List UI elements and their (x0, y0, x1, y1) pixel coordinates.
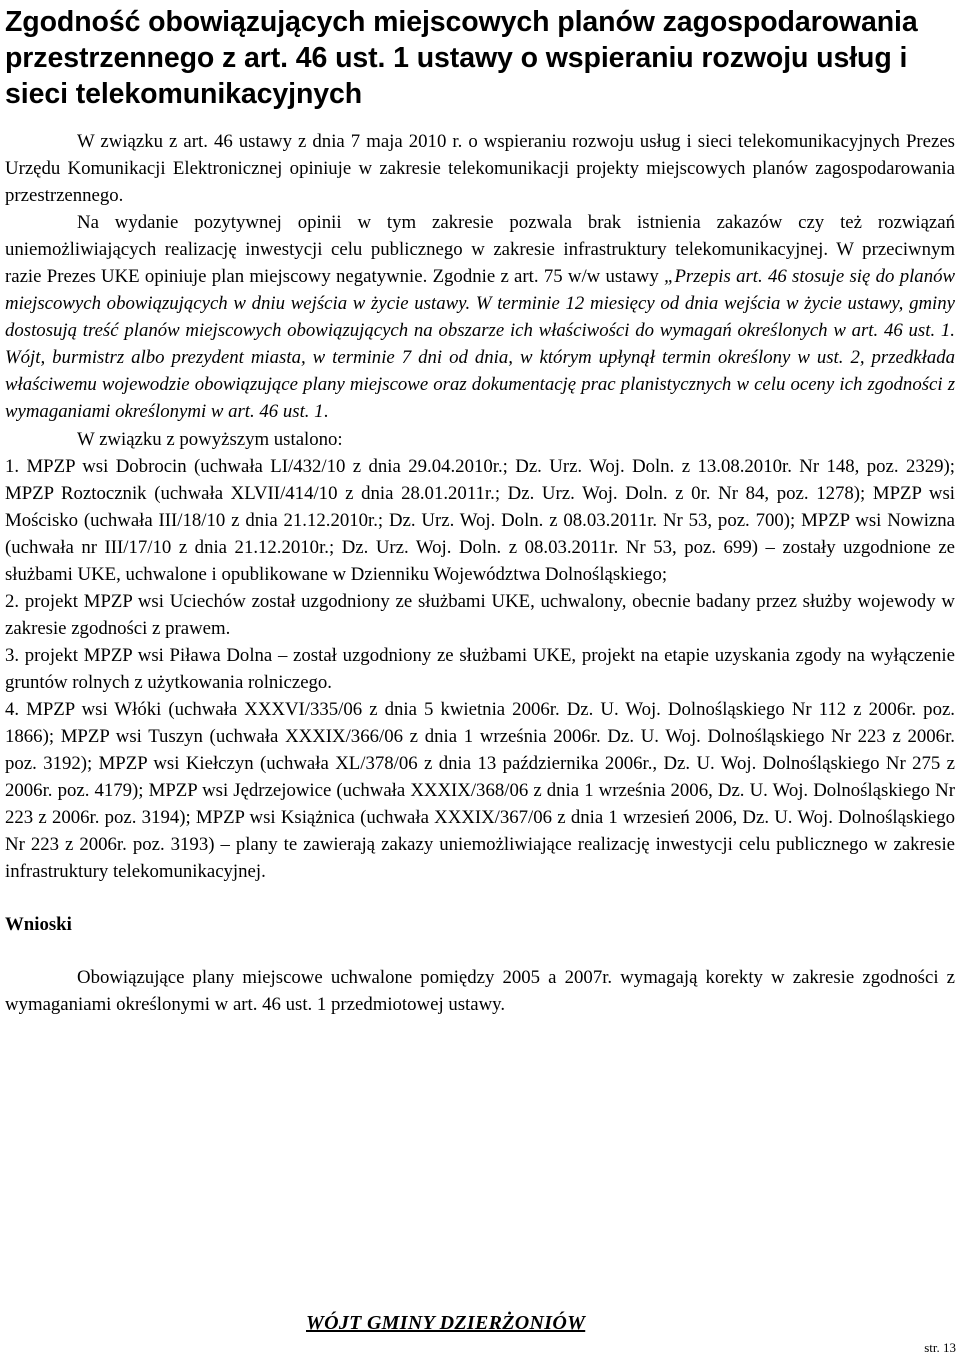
document-title: Zgodność obowiązujących miejscowych planów zagospodarowania przestrzennego z art. 46 ust. 1 ustawy o wspieraniu rozwoju usług i sieci telekomunikacyjnych (5, 6, 918, 110)
document-page (5, 0, 955, 1018)
findings-intro: W związku z powyższym ustalono: (77, 428, 343, 450)
paragraph-opinion-end: . (323, 401, 329, 423)
conclusions-heading: Wnioski (5, 914, 72, 936)
page-number: str. 13 (924, 1340, 956, 1355)
document-body (5, 128, 955, 1018)
quoted-provision: „Przepis art. 46 stosuje się do planów miejscowych obowiązujących w dniu wejścia w życie ustawy. W terminie 12 miesięcy od dnia wejścia w życie ustawy, gminy dostosują treść planów miejscowych obowiązujących na obszarze ich właściwości do wymagań określonych w art. 46 ust. 1. Wójt, burmistrz albo prezydent miasta, w terminie 7 dni od dnia, w którym upłynął termin określony w ust. 2, przedkłada właściwemu wojewodzie obowiązujące plany miejscowe oraz dokumentację prac planistycznych w celu oceny ich zgodności z wymaganiami określonymi w art. 46 ust. 1 (5, 266, 955, 423)
conclusions-text: Obowiązujące plany miejscowe uchwalone pomiędzy 2005 a 2007r. wymagają korekty w zakresie zgodności z wymaganiami określonymi w art. 46 ust. 1 przedmiotowej ustawy. (5, 967, 955, 1016)
list-item: 2. projekt MPZP wsi Uciechów został uzgodniony ze służbami UKE, uchwalony, obecnie badany przez służby wojewody w zakresie zgodności z prawem. (5, 590, 955, 639)
paragraph-opinion (5, 209, 955, 425)
list-item: 1. MPZP wsi Dobrocin (uchwała LI/432/10 z dnia 29.04.2010r.; Dz. Urz. Woj. Doln. z 13.08.2010r. Nr 148, poz. 2329); MPZP Roztocznik (uchwała XLVII/414/10 z dnia 28.01.2011r.; Dz. Urz. Woj. Doln. z 0r. Nr 84, poz. 1278); MPZP wsi Mościsko (uchwała III/18/10 z dnia 21.12.2010r.; Dz. Urz. Woj. Doln. z 08.03.2011r. Nr 53, poz. 700); MPZP wsi Nowizna (uchwała nr III/17/10 z dnia 21.12.2010r.; Dz. Urz. Woj. Doln. z 08.03.2011r. Nr 53, poz. 699) – zostały uzgodnione ze służbami UKE, uchwalone i opublikowane w Dzienniku Województwa Dolnośląskiego; (5, 455, 955, 585)
signature: WÓJT GMINY DZIERŻONIÓW (306, 1312, 586, 1334)
paragraph-opinion-text: Na wydanie pozytywnej opinii w tym zakresie pozwala brak istnienia zakazów czy też rozwiązań uniemożliwiających realizację inwestycji celu publicznego w zakresie infrastruktury telekomunikacyjnej. W przeciwnym razie Prezes UKE opiniuje plan miejscowy negatywnie. Zgodnie z art. 75 w/w ustawy (5, 212, 955, 288)
findings-list (5, 453, 955, 886)
paragraph-intro: W związku z art. 46 ustawy z dnia 7 maja 2010 r. o wspieraniu rozwoju usług i sieci telekomunikacyjnych Prezes Urzędu Komunikacji Elektronicznej opiniuje w zakresie telekomunikacji projekty miejscowych planów zagospodarowania przestrzennego. (5, 131, 955, 207)
list-item: 3. projekt MPZP wsi Piława Dolna – został uzgodniony ze służbami UKE, projekt na etapie uzyskania zgody na wyłączenie gruntów rolnych z użytkowania rolniczego. (5, 644, 955, 693)
list-item: 4. MPZP wsi Włóki (uchwała XXXVI/335/06 z dnia 5 kwietnia 2006r. Dz. U. Woj. Dolnośląskiego Nr 112 z 2006r. poz. 1866); MPZP wsi Tuszyn (uchwała XXXIX/366/06 z dnia 1 września 2006r. Dz. U. Woj. Dolnośląskiego Nr 223 z 2006r. poz. 3192); MPZP wsi Kiełczyn (uchwała XL/378/06 z dnia 13 października 2006r., Dz. U. Woj. Dolnośląskiego Nr 275 z 2006r. poz. 4179); MPZP wsi Jędrzejowice (uchwała XXXIX/368/06 z dnia 1 września 2006, Dz. U. Woj. Dolnośląskiego Nr 223 z 2006r. poz. 3194); MPZP wsi Książnica (uchwała XXXIX/367/06 z dnia 1 wrzesień 2006, Dz. U. Woj. Dolnośląskiego Nr 223 z 2006r. poz. 3193) – plany te zawierają zakazy uniemożliwiające realizację inwestycji celu publicznego w zakresie infrastruktury telekomunikacyjnej. (5, 698, 955, 883)
